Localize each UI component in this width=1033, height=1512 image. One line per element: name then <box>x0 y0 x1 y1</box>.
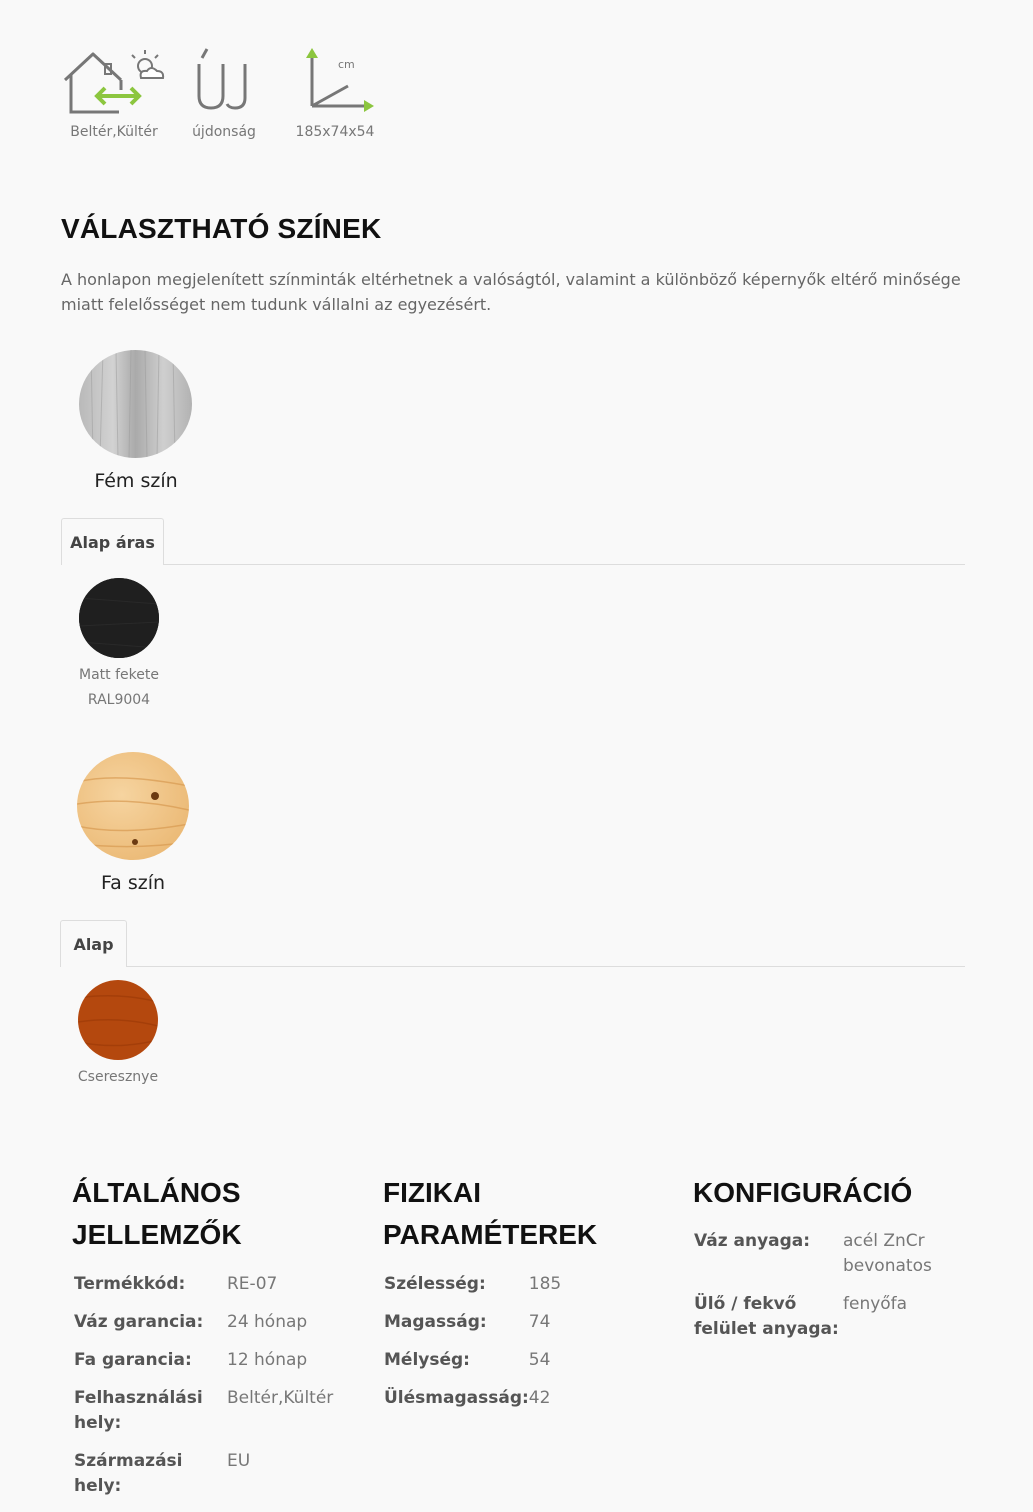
house-indoor-outdoor-icon <box>59 44 169 116</box>
spec-key: Termékkód: <box>74 1274 186 1294</box>
tab-alap-aras[interactable]: Alap áras <box>61 518 164 565</box>
new-uj-icon <box>169 44 279 116</box>
feature-new-caption: újdonság <box>192 124 256 140</box>
table-row <box>384 1310 664 1348</box>
physical-title-line1: FIZIKAI <box>383 1177 481 1208</box>
general-title-line1: ÁLTALÁNOS <box>72 1177 241 1208</box>
tab-divider <box>126 966 965 967</box>
spec-value: 54 <box>528 1350 551 1370</box>
table-row <box>74 1386 364 1449</box>
general-specs-title <box>72 1172 242 1256</box>
spec-value: 74 <box>528 1312 551 1332</box>
spec-value: Beltér,Kültér <box>227 1388 334 1408</box>
swatch-code-line: RAL9004 <box>87 692 151 708</box>
colors-section-title: VÁLASZTHATÓ SZÍNEK <box>61 213 382 244</box>
spec-key: Váz anyaga: <box>694 1231 811 1251</box>
cherry-name: Cseresznye <box>77 1069 159 1085</box>
feature-dimensions-caption: 185x74x54 <box>295 124 375 140</box>
metal-color-swatch <box>79 350 192 458</box>
spec-key: Fa garancia: <box>74 1350 192 1370</box>
spec-key-line: Ülő / fekvő <box>694 1294 797 1314</box>
table-row <box>384 1272 664 1310</box>
spec-value <box>843 1229 994 1292</box>
general-title-line2: JELLEMZŐK <box>72 1219 242 1250</box>
config-title-line1: KONFIGURÁCIÓ <box>693 1177 913 1208</box>
spec-key: Ülésmagasság: <box>384 1388 529 1408</box>
spec-value: 185 <box>528 1274 562 1294</box>
spec-key: Szélesség: <box>384 1274 486 1294</box>
cherry-swatch[interactable] <box>78 980 158 1060</box>
spec-value: fenyőfa <box>843 1294 908 1314</box>
spec-key-line: felület anyaga: <box>694 1319 839 1339</box>
matt-black-name <box>69 663 169 713</box>
wood-color-swatch <box>77 752 189 860</box>
general-specs-table <box>74 1272 364 1512</box>
spec-value-line: bevonatos <box>843 1256 932 1276</box>
spec-key-line: Felhasználási <box>74 1388 203 1408</box>
spec-value: RE-07 <box>227 1274 278 1294</box>
table-row <box>74 1310 364 1348</box>
physical-specs-title <box>383 1172 597 1256</box>
table-row <box>384 1348 664 1386</box>
feature-new <box>169 44 279 140</box>
spec-key: Származási hely: <box>74 1451 183 1496</box>
svg-text:cm: cm <box>338 58 355 71</box>
feature-usage <box>59 44 169 140</box>
tab-divider <box>163 564 965 565</box>
tab-alap[interactable]: Alap <box>60 920 127 967</box>
spec-key <box>74 1386 227 1449</box>
feature-usage-caption: Beltér,Kültér <box>70 124 158 140</box>
physical-specs-table <box>384 1272 664 1424</box>
spec-value: 12 hónap <box>227 1350 308 1370</box>
spec-key <box>694 1292 843 1355</box>
colors-disclaimer: A honlapon megjelenített színminták eltérhetnek a valóságtól, valamint a különböző képernyők eltérő minősége miatt felelősséget nem tudunk vállalni az egyezésért. <box>61 270 961 314</box>
spec-value: EU <box>227 1451 251 1471</box>
spec-key: Magasság: <box>384 1312 487 1332</box>
dimensions-axis-icon <box>280 44 390 116</box>
spec-key-line: hely: <box>74 1413 122 1433</box>
table-row <box>384 1386 664 1424</box>
spec-value: 24 hónap <box>227 1312 308 1332</box>
metal-group-label: Fém szín <box>94 470 178 492</box>
table-row <box>74 1348 364 1386</box>
spec-key: Mélység: <box>384 1350 470 1370</box>
table-row <box>74 1272 364 1310</box>
matt-black-swatch[interactable] <box>79 578 159 658</box>
physical-title-line2: PARAMÉTEREK <box>383 1219 598 1250</box>
config-specs-title <box>693 1172 912 1214</box>
wood-group-label: Fa szín <box>100 872 166 894</box>
spec-value-line: acél ZnCr <box>843 1231 925 1251</box>
table-row <box>694 1292 994 1355</box>
table-row <box>74 1449 364 1512</box>
swatch-name-line: Matt fekete <box>79 667 159 683</box>
feature-dimensions <box>280 44 390 140</box>
table-row <box>694 1229 994 1292</box>
config-specs-table <box>694 1229 994 1355</box>
spec-key: Váz garancia: <box>74 1312 204 1332</box>
spec-value: 42 <box>528 1388 551 1408</box>
